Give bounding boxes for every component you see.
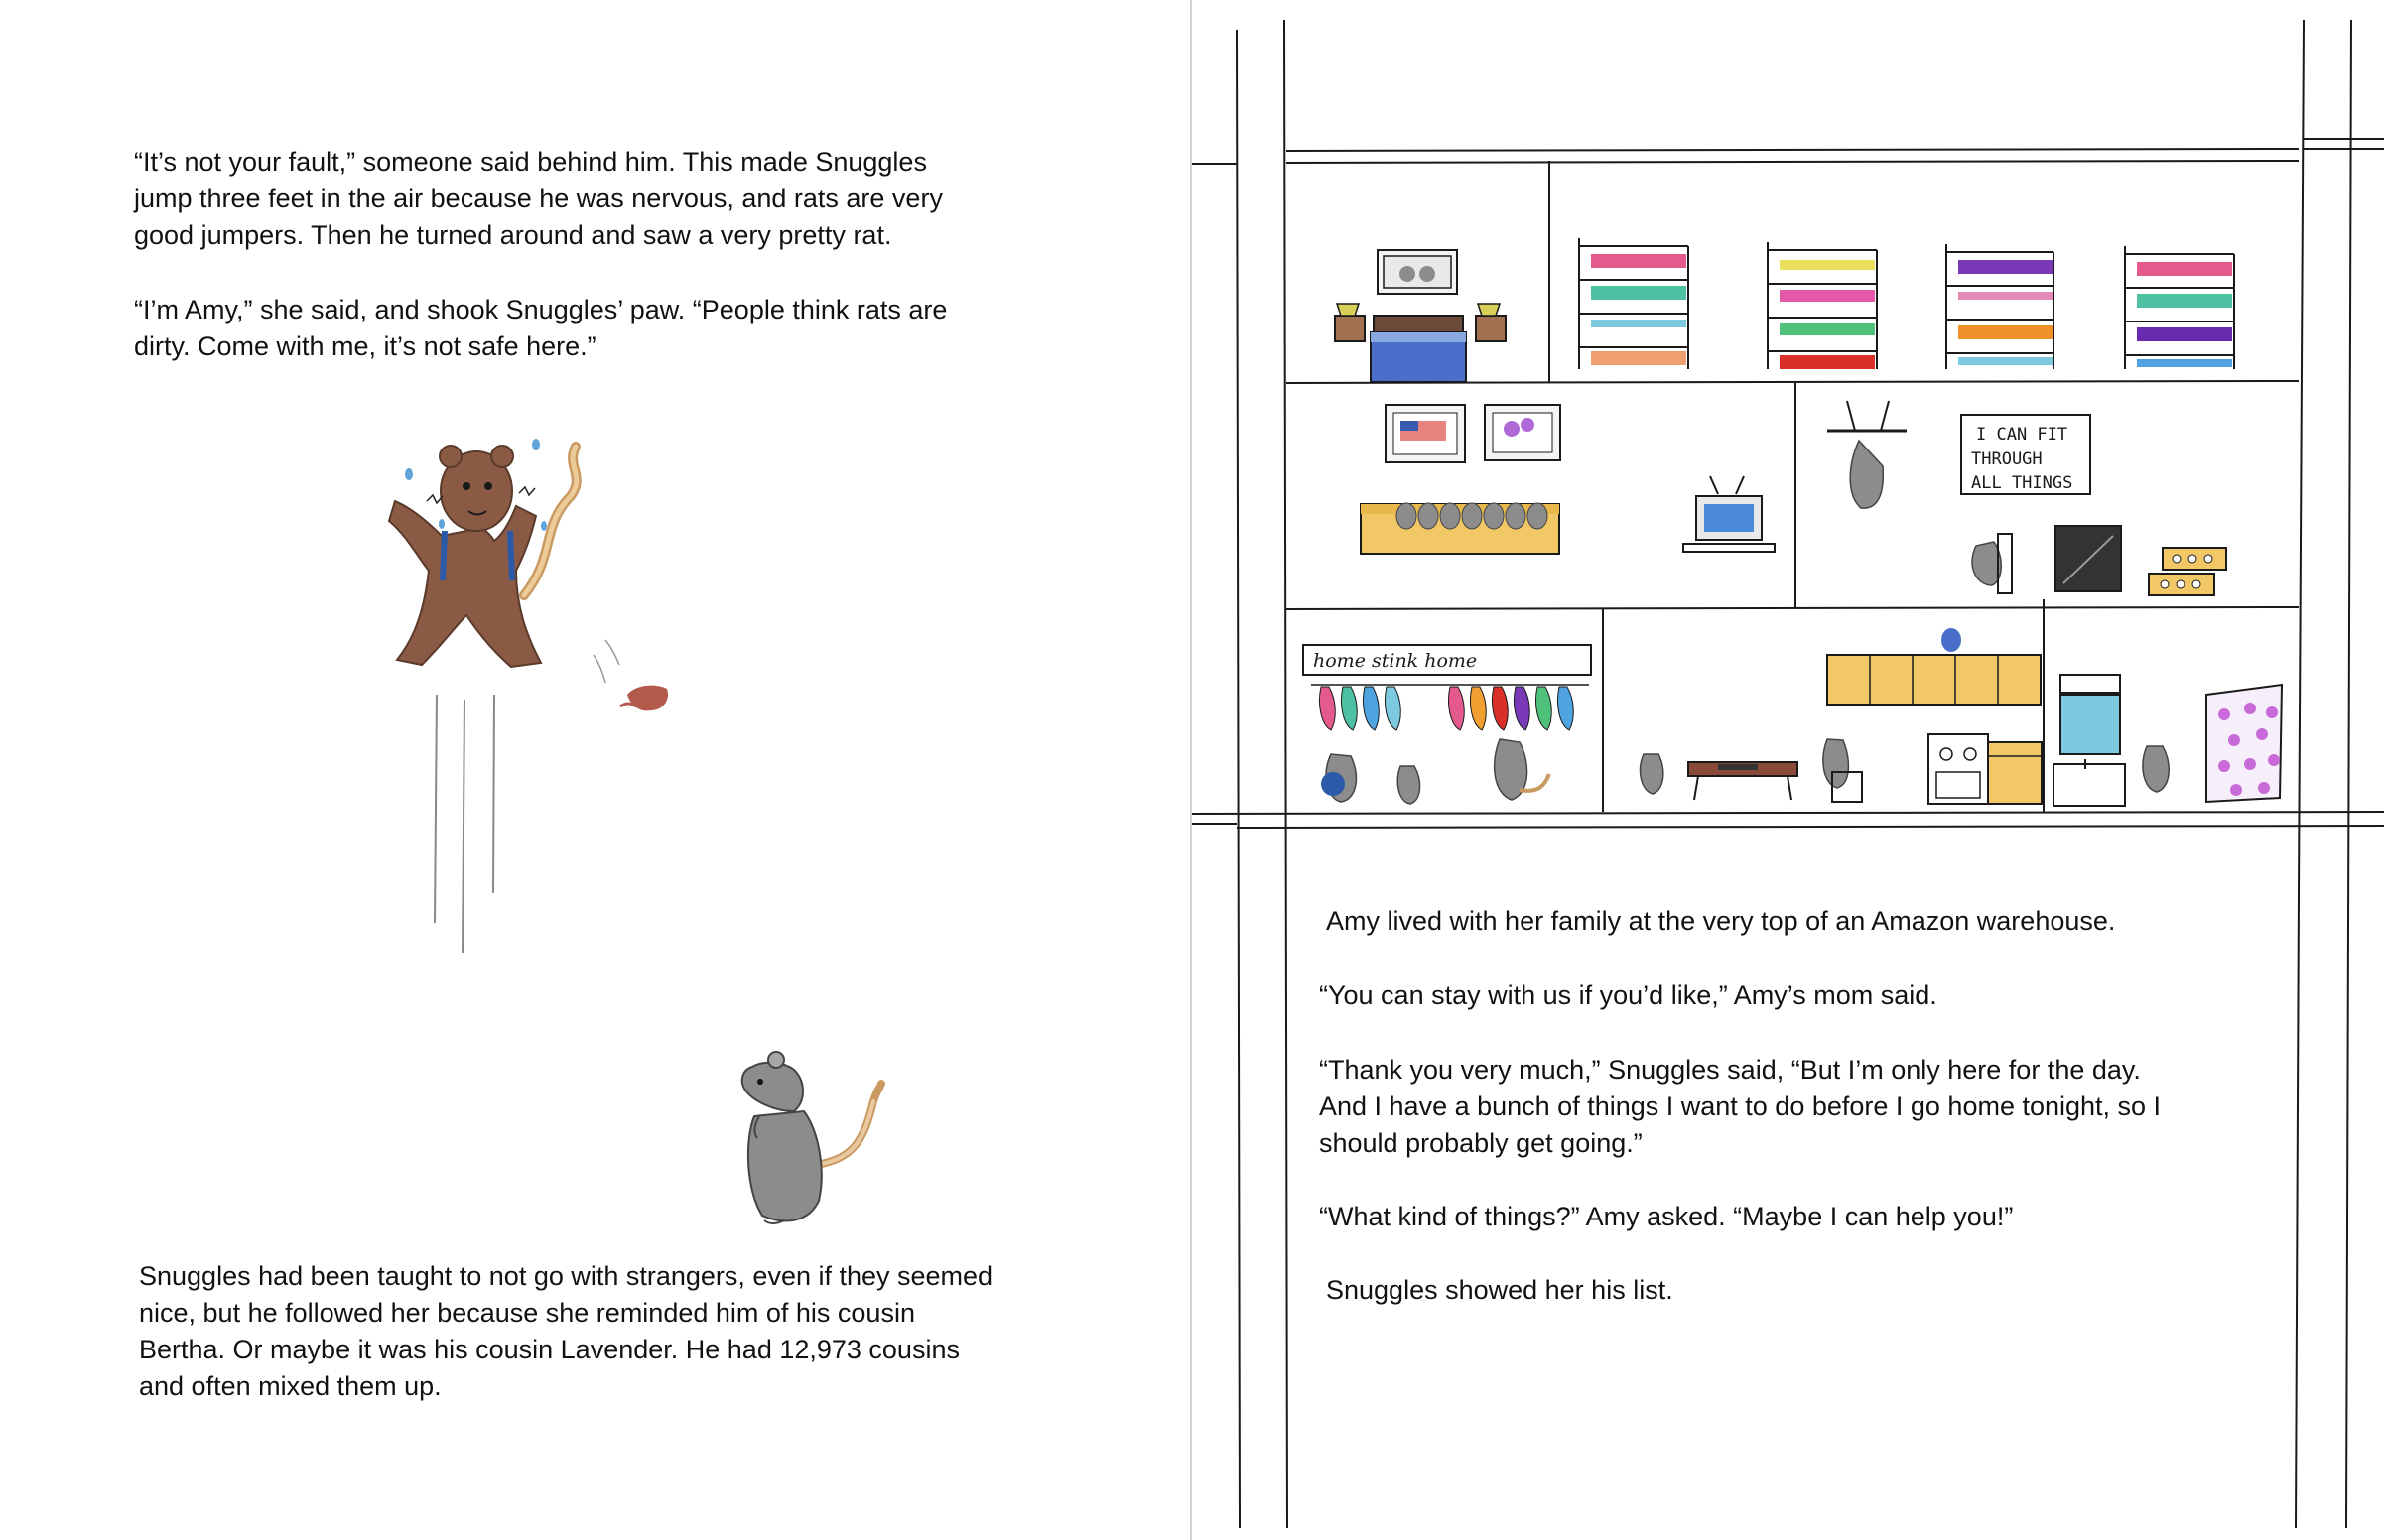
- paragraph-its-not-your-fault: “It’s not your fault,” someone said behind him. This made Snuggles jump three feet in the air because he was nervous, and rats are very good jumpers. Then he turned around and saw a very pretty rat.: [134, 147, 943, 250]
- gym-room-scene: [1827, 401, 2226, 595]
- left-page: [0, 0, 1191, 1540]
- paragraph-amy-lived: Amy lived with her family at the very top of an Amazon warehouse.: [1326, 906, 2116, 936]
- paragraph-snuggles-strangers: Snuggles had been taught to not go with strangers, even if they seemed nice, but he followed her because she reminded him of his cousin Bertha. Or maybe it was his cousin Lavender. He had 12,973 cousins and often mixed them up.: [139, 1261, 993, 1401]
- home-stink-home-banner: home stink home: [1313, 650, 1478, 672]
- poster-line-1: I CAN FIT: [1976, 425, 2068, 445]
- bathroom-scene: [2053, 675, 2282, 806]
- paragraph-you-can-stay: “You can stay with us if you’d like,” Amy’s mom said.: [1319, 980, 1937, 1010]
- paragraph-im-amy: “I’m Amy,” she said, and shook Snuggles’ paw. “People think rats are dirty. Come with me, it’s not safe here.”: [134, 295, 948, 361]
- living-room-scene: [1361, 405, 1775, 554]
- poster-line-3: ALL THINGS: [1971, 473, 2073, 493]
- warehouse-rat-home-illustration: [1192, 0, 2384, 1540]
- paragraph-thank-you: “Thank you very much,” Snuggles said, “But I’m only here for the day. And I have a bunch of things I want to do before I go home tonight, so I should probably get going.”: [1319, 1055, 2162, 1158]
- fabric-colors: [1591, 254, 2232, 369]
- paragraph-what-kind: “What kind of things?” Amy asked. “Maybe I can help you!”: [1319, 1202, 2014, 1231]
- bedroom-scene: [1335, 250, 1506, 382]
- paragraph-showed-list: Snuggles showed her his list.: [1326, 1275, 1673, 1305]
- kitchen-dining-scene: [1641, 628, 2042, 804]
- clothesline-room-scene: [1303, 645, 1591, 804]
- poster-line-2: THROUGH: [1971, 449, 2043, 469]
- right-page: [1192, 0, 2384, 1540]
